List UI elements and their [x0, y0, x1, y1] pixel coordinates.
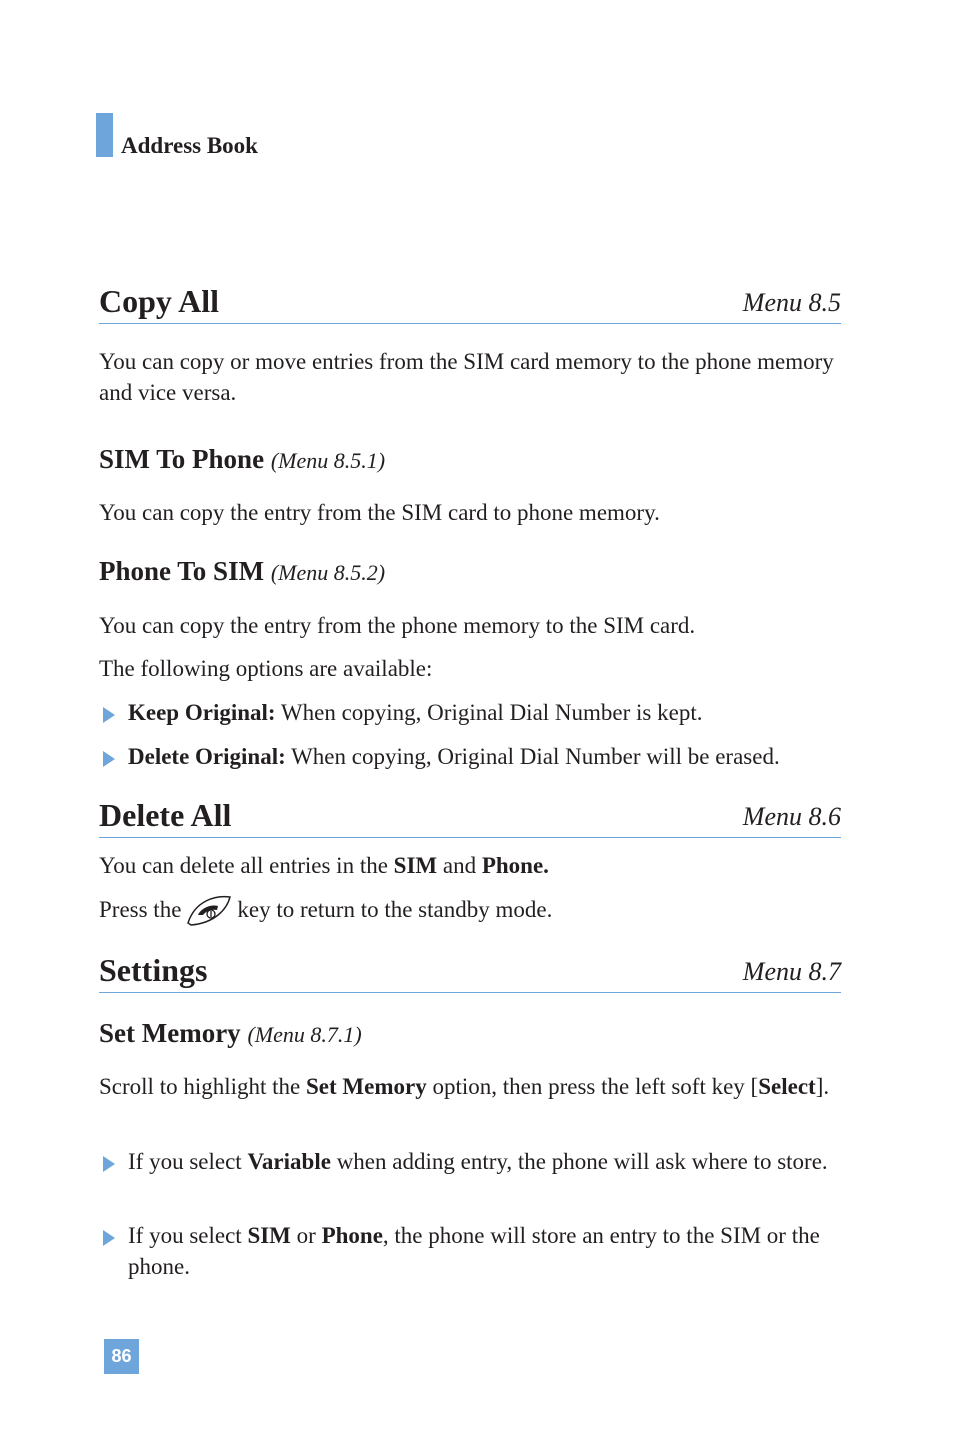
text-bold: Phone [321, 1223, 383, 1248]
section-menu-number: Menu 8.5 [742, 288, 841, 317]
bullet-arrow-icon [103, 751, 115, 767]
press-end-key-text [99, 895, 844, 926]
text-run: If you select [128, 1149, 248, 1174]
subsection-sim-to-phone [99, 443, 385, 477]
section-menu-number: Menu 8.7 [742, 957, 841, 986]
header-accent-bar [96, 113, 113, 157]
section-menu-number: Menu 8.6 [742, 802, 841, 831]
text-run: option, then press the left soft key [ [426, 1074, 759, 1099]
bullet-arrow-icon [103, 1156, 115, 1172]
text-run: Scroll to highlight the [99, 1074, 306, 1099]
subsection-title: Phone To SIM [99, 556, 265, 586]
text-bold: Set Memory [306, 1074, 427, 1099]
option-text: When copying, Original Dial Number is kept. [275, 700, 703, 725]
text-bold: Select [758, 1074, 816, 1099]
section-header-delete-all [99, 797, 841, 838]
phone-to-sim-text: You can copy the entry from the phone memory to the SIM card. [99, 613, 696, 638]
chapter-title: Address Book [121, 133, 258, 158]
page-number-badge: 86 [104, 1339, 139, 1374]
text-run: and [437, 853, 482, 878]
text-run: or [290, 1223, 322, 1248]
subsection-menu-number: (Menu 8.7.1) [247, 1022, 362, 1047]
text-run: ]. [815, 1074, 830, 1099]
subsection-title: Set Memory [99, 1018, 241, 1048]
section-title: Settings [99, 952, 208, 988]
set-memory-text [99, 1072, 844, 1103]
subsection-menu-number: (Menu 8.5.1) [270, 448, 386, 473]
section-title: Copy All [99, 283, 220, 319]
subsection-title: SIM To Phone [99, 444, 265, 474]
subsection-phone-to-sim [99, 555, 385, 589]
subsection-set-memory [99, 1017, 362, 1051]
options-intro: The following options are available: [99, 656, 433, 681]
text-run: Press the [99, 897, 182, 922]
text-run: key to return to the standby mode. [237, 897, 553, 922]
text-bold: Phone. [481, 853, 549, 878]
text-bold: Variable [247, 1149, 331, 1174]
option-text: When copying, Original Dial Number will be erased. [285, 744, 780, 769]
section-header-settings [99, 952, 841, 993]
text-run: when adding entry, the phone will ask where to store. [330, 1149, 828, 1174]
section-title: Delete All [99, 797, 232, 833]
text-run: If you select [128, 1223, 248, 1248]
copy-all-intro: You can copy or move entries from the SIM card memory to the phone memory and vice versa. [99, 349, 834, 405]
option-label: Delete Original: [128, 744, 286, 769]
text-bold: SIM [247, 1223, 291, 1248]
sim-to-phone-text: You can copy the entry from the SIM card to phone memory. [99, 500, 660, 525]
text-bold: SIM [393, 853, 438, 878]
bullet-arrow-icon [103, 1230, 115, 1246]
text-run: You can delete all entries in the [99, 853, 394, 878]
text-run: , the phone will store an entry to the SIM or the phone. [128, 1223, 820, 1279]
option-label: Keep Original: [128, 700, 276, 725]
end-call-key-icon [185, 893, 233, 927]
delete-all-text [99, 851, 844, 882]
section-header-copy-all [99, 283, 841, 324]
subsection-menu-number: (Menu 8.5.2) [270, 560, 386, 585]
bullet-arrow-icon [103, 707, 115, 723]
